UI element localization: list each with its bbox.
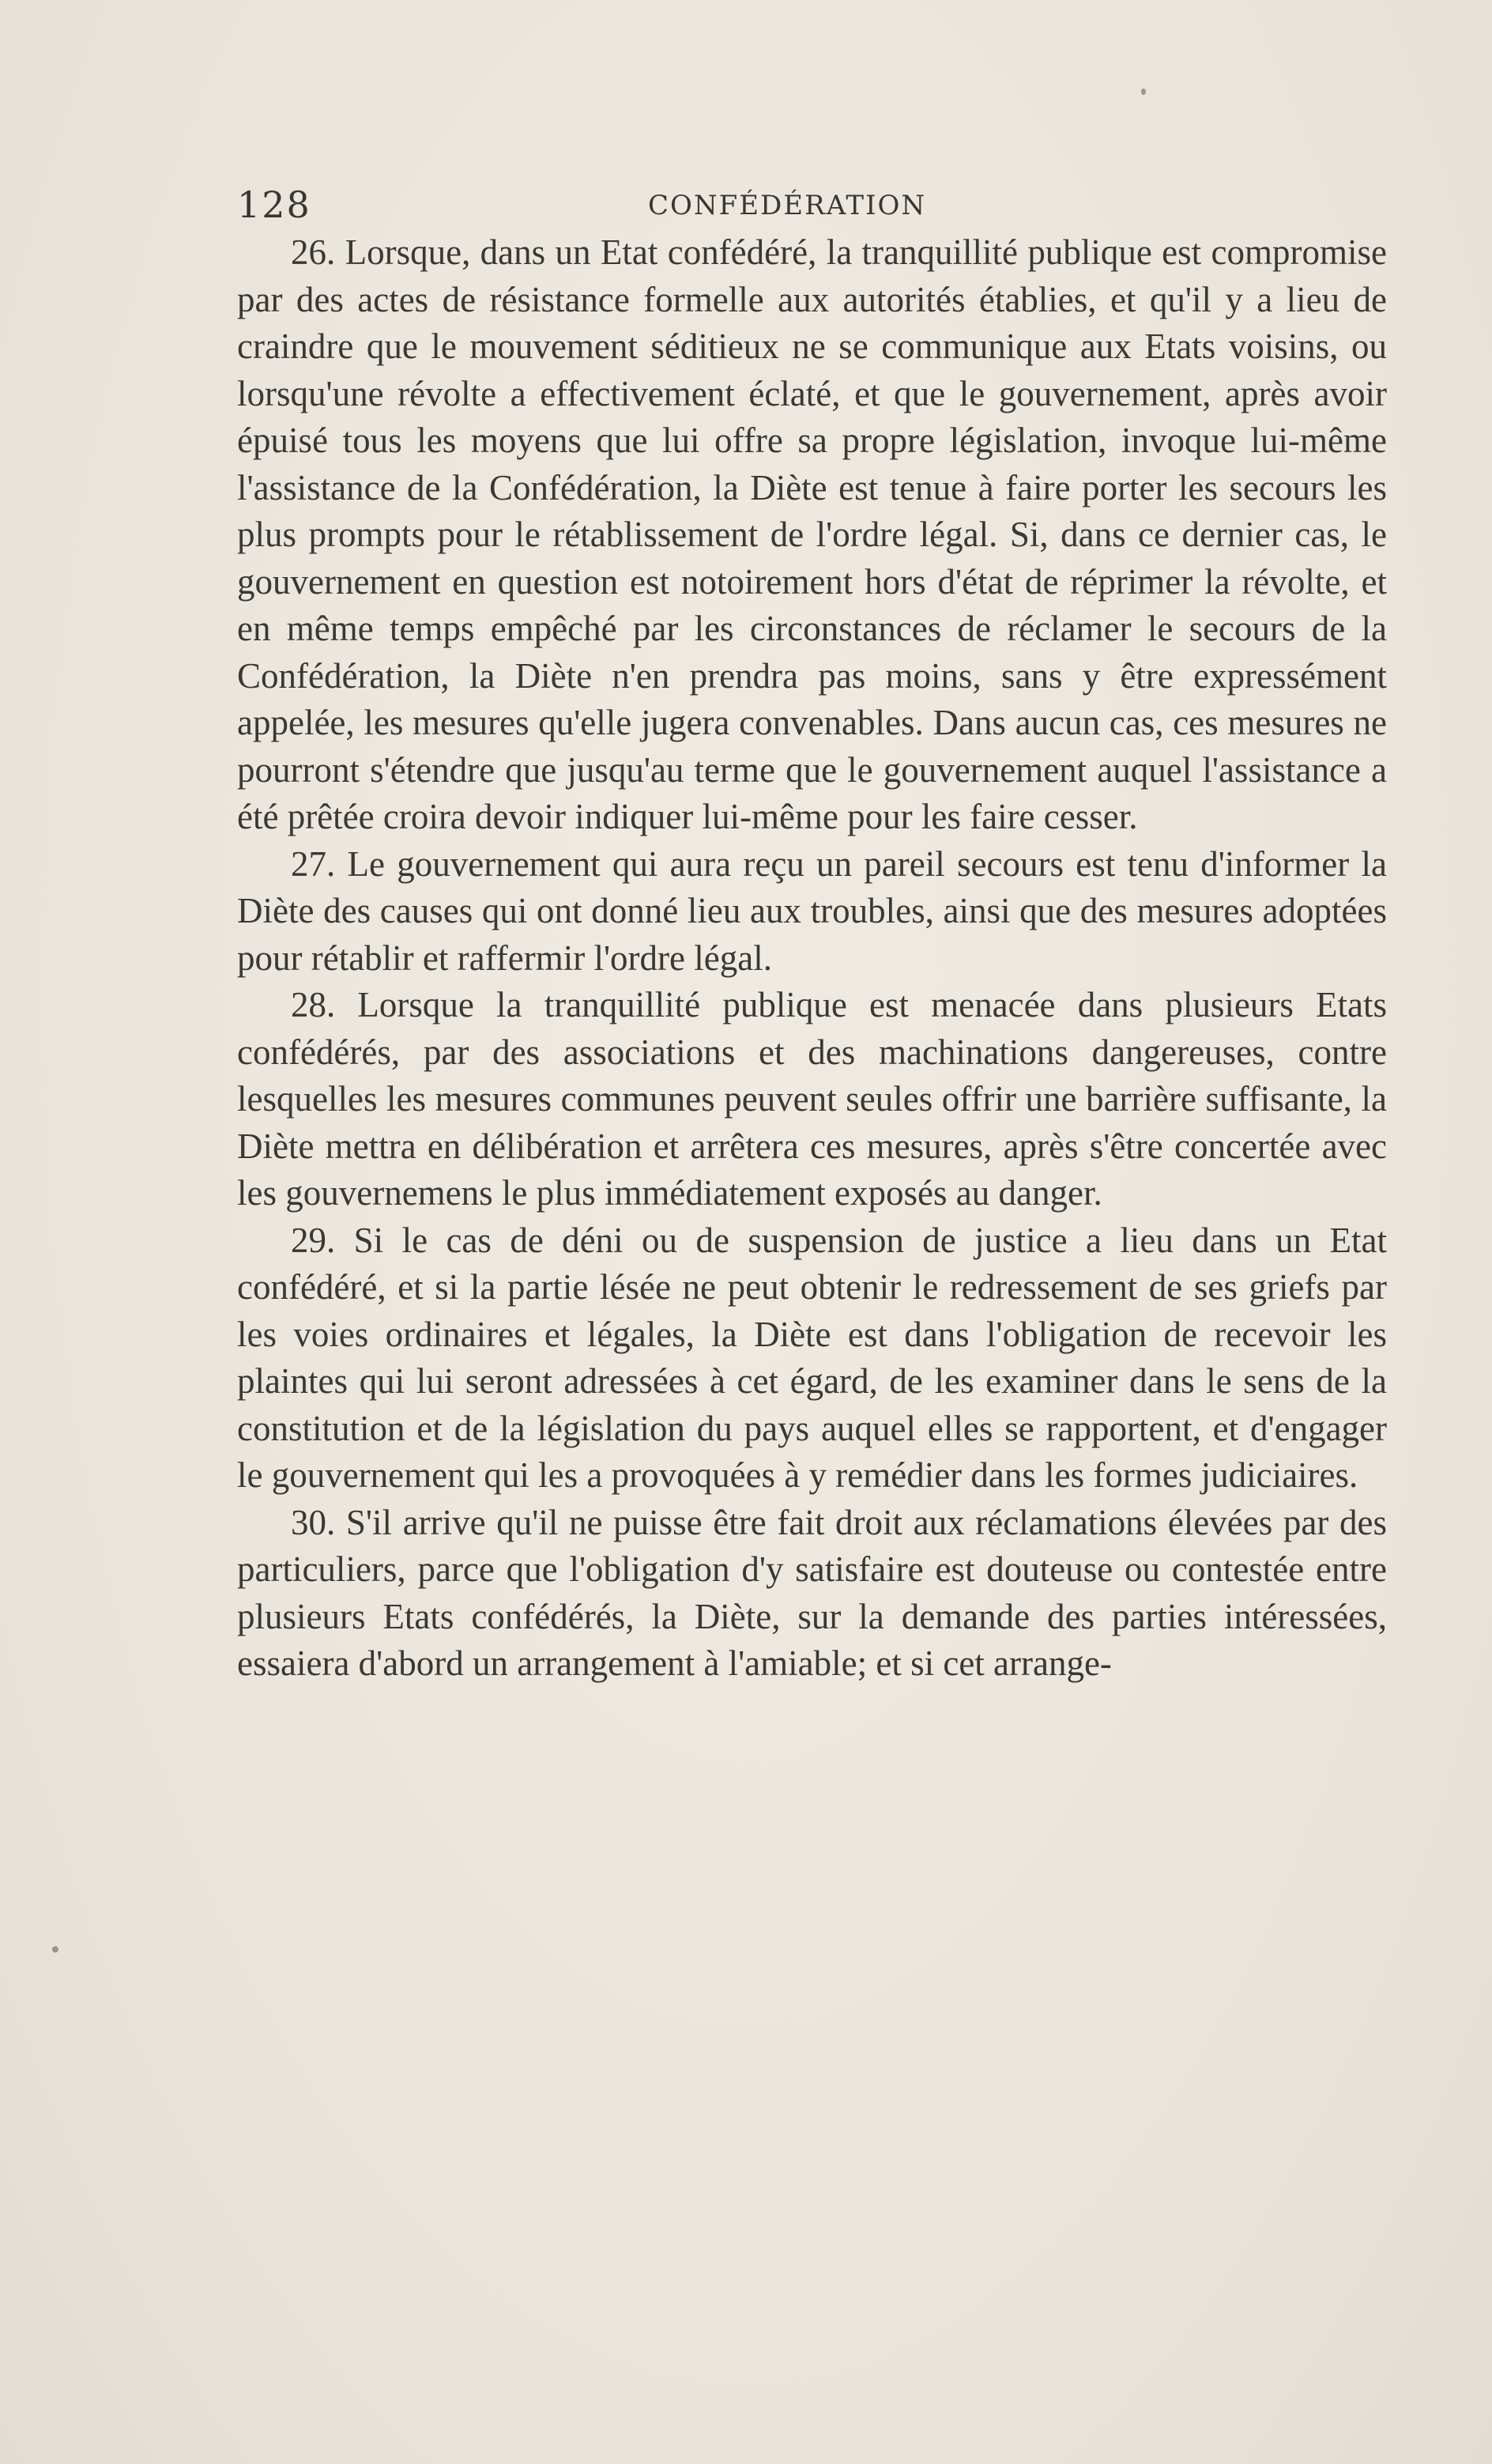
running-title: CONFÉDÉRATION <box>648 190 927 221</box>
body-text <box>237 229 1387 1688</box>
article-29: 29. Si le cas de déni ou de suspension de justice a lieu dans un Etat confédéré, et si la partie lésée ne peut obtenir le redressement de ses griefs par les voies ordinaires et légales, la Diète est dans l'obligation de recevoir les plaintes qui lui seront adressées à cet égard, de les examiner dans le sens de la constitution et de la législation du pays auquel elles se rapportent, et d'engager le gouvernement qui les a provoquées à y remédier dans les formes judiciaires. <box>237 1220 1387 1495</box>
page-number: 128 <box>237 183 311 226</box>
paper-speck <box>52 1946 58 1953</box>
article-30: 30. S'il arrive qu'il ne puisse être fait droit aux réclamations élevées par des particuliers, parce que l'obligation d'y satisfaire est douteuse ou contestée entre plusieurs Etats confédérés, la Diète, sur la demande des parties intéressées, essaiera d'abord un arrangement à l'amiable; et si cet arrange- <box>237 1502 1387 1683</box>
page-header <box>237 183 1422 231</box>
paper-speck <box>1141 89 1146 95</box>
article-28: 28. Lorsque la tranquillité publique est menacée dans plusieurs Etats confédérés, par des associations et des machinations dangereuses, contre lesquelles les mesures communes peuvent seules offrir une barrière suffisante, la Diète mettra en délibération et arrêtera ces mesures, après s'être concertée avec les gouvernemens le plus immédiatement exposés au danger. <box>237 985 1387 1213</box>
article-26: 26. Lorsque, dans un Etat confédéré, la tranquillité publique est compromise par des actes de résistance formelle aux autorités établies, et qu'il y a lieu de craindre que le mouvement séditieux ne se communique aux Etats voisins, ou lorsqu'une révolte a effectivement éclaté, et que le gouvernement, après avoir épuisé tous les moyens que lui offre sa propre législation, invoque lui-même l'assistance de la Confédération, la Diète est tenue à faire porter les secours les plus prompts pour le rétablissement de l'ordre légal. Si, dans ce dernier cas, le gouvernement en question est notoirement hors d'état de réprimer la révolte, et en même temps empêché par les circonstances de réclamer le secours de la Confédération, la Diète n'en prendra pas moins, sans y être expressément appelée, les mesures qu'elle jugera convenables. Dans aucun cas, ces mesures ne pourront s'étendre que jusqu'au terme que le gouvernement auquel l'assistance a été prêtée croira devoir indiquer lui-même pour les faire cesser. <box>237 232 1387 836</box>
article-27: 27. Le gouvernement qui aura reçu un pareil secours est tenu d'informer la Diète des causes qui ont donné lieu aux troubles, ainsi que des mesures adoptées pour rétablir et raffermir l'ordre légal. <box>237 843 1387 978</box>
